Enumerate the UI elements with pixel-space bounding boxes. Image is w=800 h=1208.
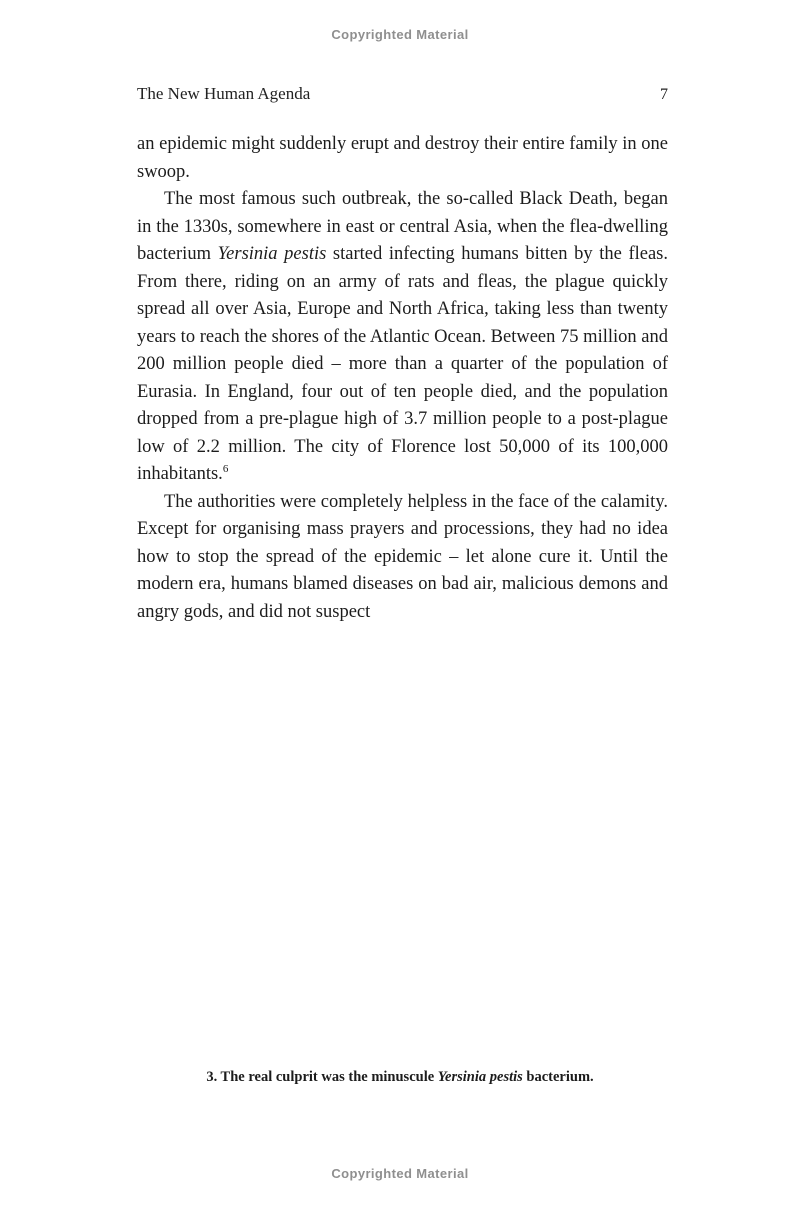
copyright-notice-top: Copyrighted Material [331,27,469,42]
copyright-notice-bottom: Copyrighted Material [331,1166,469,1181]
running-header [137,84,668,104]
body-text [137,131,668,626]
paragraph: The most famous such outbreak, the so-called Black Death, began in the 1330s, somewhere in east or central Asia, when the flea-dwelling bacterium Yersinia pestis started infecting humans bitten by the fleas. From there, riding on an army of rats and fleas, the plague quickly spread all over Asia, Europe and North Africa, taking less than twenty years to reach the shores of the Atlantic Ocean. Between 75 million and 200 million people died – more than a quarter of the population of Eurasia. In England, four out of ten people died, and the population dropped from a pre-plague high of 3.7 million people to a post-plague low of 2.2 million. The city of Florence lost 50,000 of its 100,000 inhabitants.$^6$ [137,189,668,484]
figure-caption: 3. The real culprit was the minuscule Yersinia pestis bacterium. [206,1069,594,1085]
paragraph: The authorities were completely helpless in the face of the calamity. Except for organising mass prayers and processions, they had no idea how to stop the spread of the epidemic – let alone cure it. Until the modern era, humans blamed diseases on bad air, malicious demons and angry gods, and did not suspect [137,491,668,622]
page-number: 7 [660,86,668,103]
paragraph: an epidemic might suddenly erupt and destroy their entire family in one swoop. [137,134,668,182]
chapter-title: The New Human Agenda [137,84,311,103]
